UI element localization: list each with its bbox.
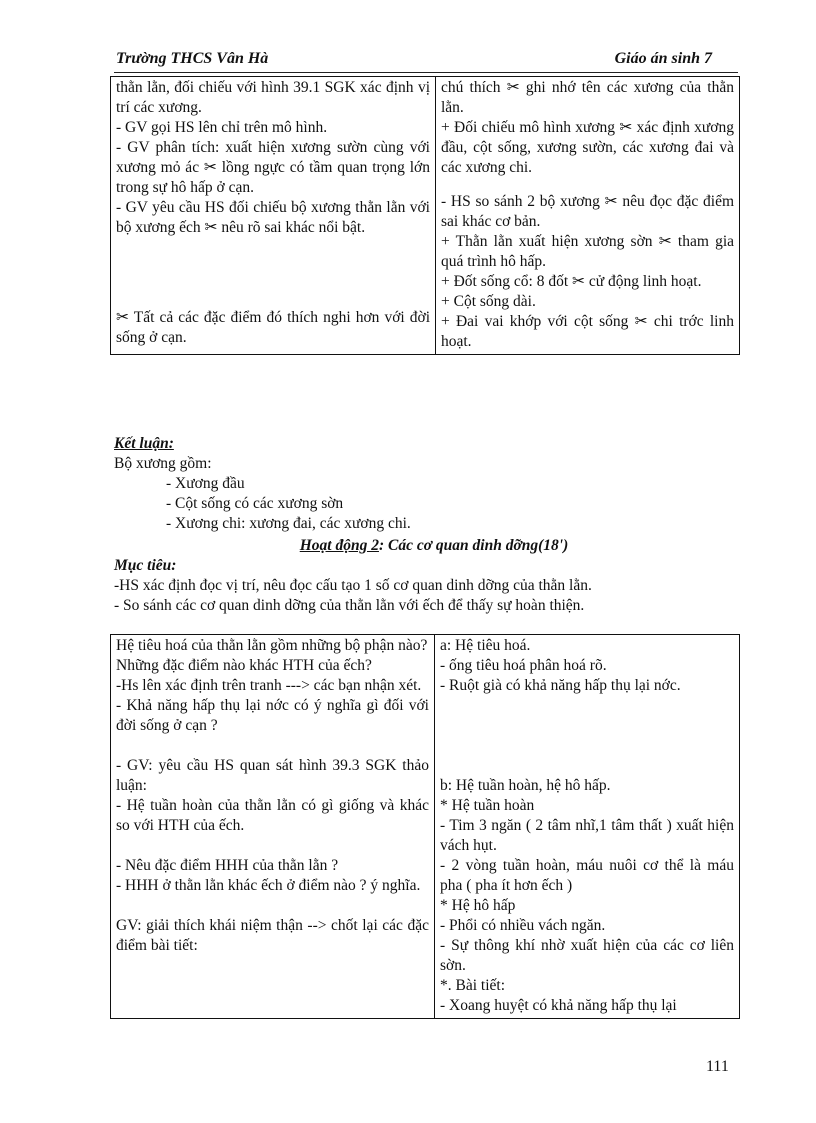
conclusion-heading: Kết luận: [114, 435, 174, 452]
text-line: - 2 vòng tuần hoàn, máu nuôi cơ thể là máu pha ( pha ít hơn ếch ) [440, 857, 734, 894]
student-activities-skeleton [436, 77, 740, 355]
text-line: - GV phân tích: xuất hiện xương sườn cùng với xương mỏ ác ✂ lồng ngực có tầm quan trọng lớn trong sự hô hấp ở cạn. [116, 139, 430, 196]
text-line: -Hs lên xác định trên tranh ---> các bạn nhận xét. [116, 677, 422, 694]
text-line: GV: giải thích khái niệm thận --> chốt lại các đặc điểm bài tiết: [116, 917, 429, 954]
text-line: Hệ tiêu hoá của thằn lằn gồm những bộ phận nào? [116, 637, 428, 654]
text-line: - GV: yêu cầu HS quan sát hình 39.3 SGK thảo luận: [116, 757, 429, 794]
text-line: - Hệ tuần hoàn của thằn lằn có gì giống và khác so với HTH của ếch. [116, 797, 429, 834]
conclusion-intro: Bộ xương gồm: [114, 455, 212, 472]
conclusion-item: - Xương đầu [166, 475, 245, 492]
goal-heading: Mục tiêu: [114, 557, 177, 574]
text-line: - HS so sánh 2 bộ xương ✂ nêu đọc đặc điểm sai khác cơ bản. [441, 193, 734, 230]
goal-line: -HS xác định đọc vị trí, nêu đọc cấu tạo 1 số cơ quan dinh dỡng của thằn lằn. [114, 577, 592, 594]
conclusion-section [114, 434, 754, 534]
page-number: 111 [706, 1058, 729, 1075]
text-line: ✂ Tất cả các đặc điểm đó thích nghi hơn với đời sống ở cạn. [116, 309, 430, 346]
text-line: + Đốt sống cổ: 8 đốt ✂ cử động linh hoạt. [441, 273, 702, 290]
text-line: - Phổi có nhiều vách ngăn. [440, 917, 606, 934]
text-line: + Thằn lằn xuất hiện xương sờn ✂ tham gia quá trình hô hấp. [441, 233, 734, 270]
teacher-activities-nutrition [111, 635, 435, 1019]
conclusion-item: - Xương chi: xương đai, các xương chi. [166, 515, 411, 532]
activity-name: : Các cơ quan dinh dỡng(18') [378, 537, 569, 554]
text-line: - GV gọi HS lên chỉ trên mô hình. [116, 119, 328, 136]
school-name: Trường THCS Vân Hà [116, 50, 269, 67]
text-line: * Hệ hô hấp [440, 897, 516, 914]
text-line: a: Hệ tiêu hoá. [440, 637, 531, 654]
text-line: + Đối chiếu mô hình xương ✂ xác định xương đầu, cột sống, xương sườn, các xương đai và các xương chi. [441, 119, 734, 176]
activity-section [114, 536, 754, 616]
student-activities-nutrition [435, 635, 740, 1019]
text-line: - ống tiêu hoá phân hoá rõ. [440, 657, 607, 674]
text-line: - Xoang huyệt có khả năng hấp thụ lại [440, 997, 677, 1014]
text-line: thằn lằn, đối chiếu với hình 39.1 SGK xác định vị trí các xương. [116, 79, 430, 116]
text-line: * Hệ tuần hoàn [440, 797, 535, 814]
activity-prefix: Hoạt động 2 [299, 537, 379, 554]
subject-name: Giáo án sinh 7 [614, 50, 712, 67]
text-line: - Sự thông khí nhờ xuất hiện của các cơ liên sờn. [440, 937, 734, 974]
text-line: *. Bài tiết: [440, 977, 506, 994]
text-line: - Nêu đặc điểm HHH của thằn lằn ? [116, 857, 339, 874]
skeleton-table [110, 76, 740, 355]
text-line: - GV yêu cầu HS đối chiếu bộ xương thằn lằn với bộ xương ếch ✂ nêu rõ sai khác nổi bật. [116, 199, 430, 236]
text-line: b: Hệ tuần hoàn, hệ hô hấp. [440, 777, 611, 794]
text-line: + Cột sống dài. [441, 293, 536, 310]
text-line: - Tim 3 ngăn ( 2 tâm nhĩ,1 tâm thất ) xuất hiện vách hụt. [440, 817, 734, 854]
activity-title [114, 536, 754, 556]
conclusion-item: - Cột sống có các xương sờn [166, 495, 344, 512]
text-line: - Ruột già có khả năng hấp thụ lại nớc. [440, 677, 681, 694]
text-line: + Đai vai khớp với cột sống ✂ chi trớc linh hoạt. [441, 313, 734, 350]
page-header [114, 48, 738, 73]
text-line: - HHH ở thằn lằn khác ếch ở điểm nào ? ý nghĩa. [116, 877, 421, 894]
teacher-activities-skeleton [111, 77, 436, 355]
text-line: chú thích ✂ ghi nhớ tên các xương của thằn lằn. [441, 79, 734, 116]
goal-line: - So sánh các cơ quan dinh dỡng của thằn lằn với ếch để thấy sự hoàn thiện. [114, 597, 585, 614]
nutrition-table [110, 634, 740, 1019]
text-line: - Khả năng hấp thụ lại nớc có ý nghĩa gì đối với đời sống ở cạn ? [116, 697, 429, 734]
text-line: Những đặc điểm nào khác HTH của ếch? [116, 657, 372, 674]
